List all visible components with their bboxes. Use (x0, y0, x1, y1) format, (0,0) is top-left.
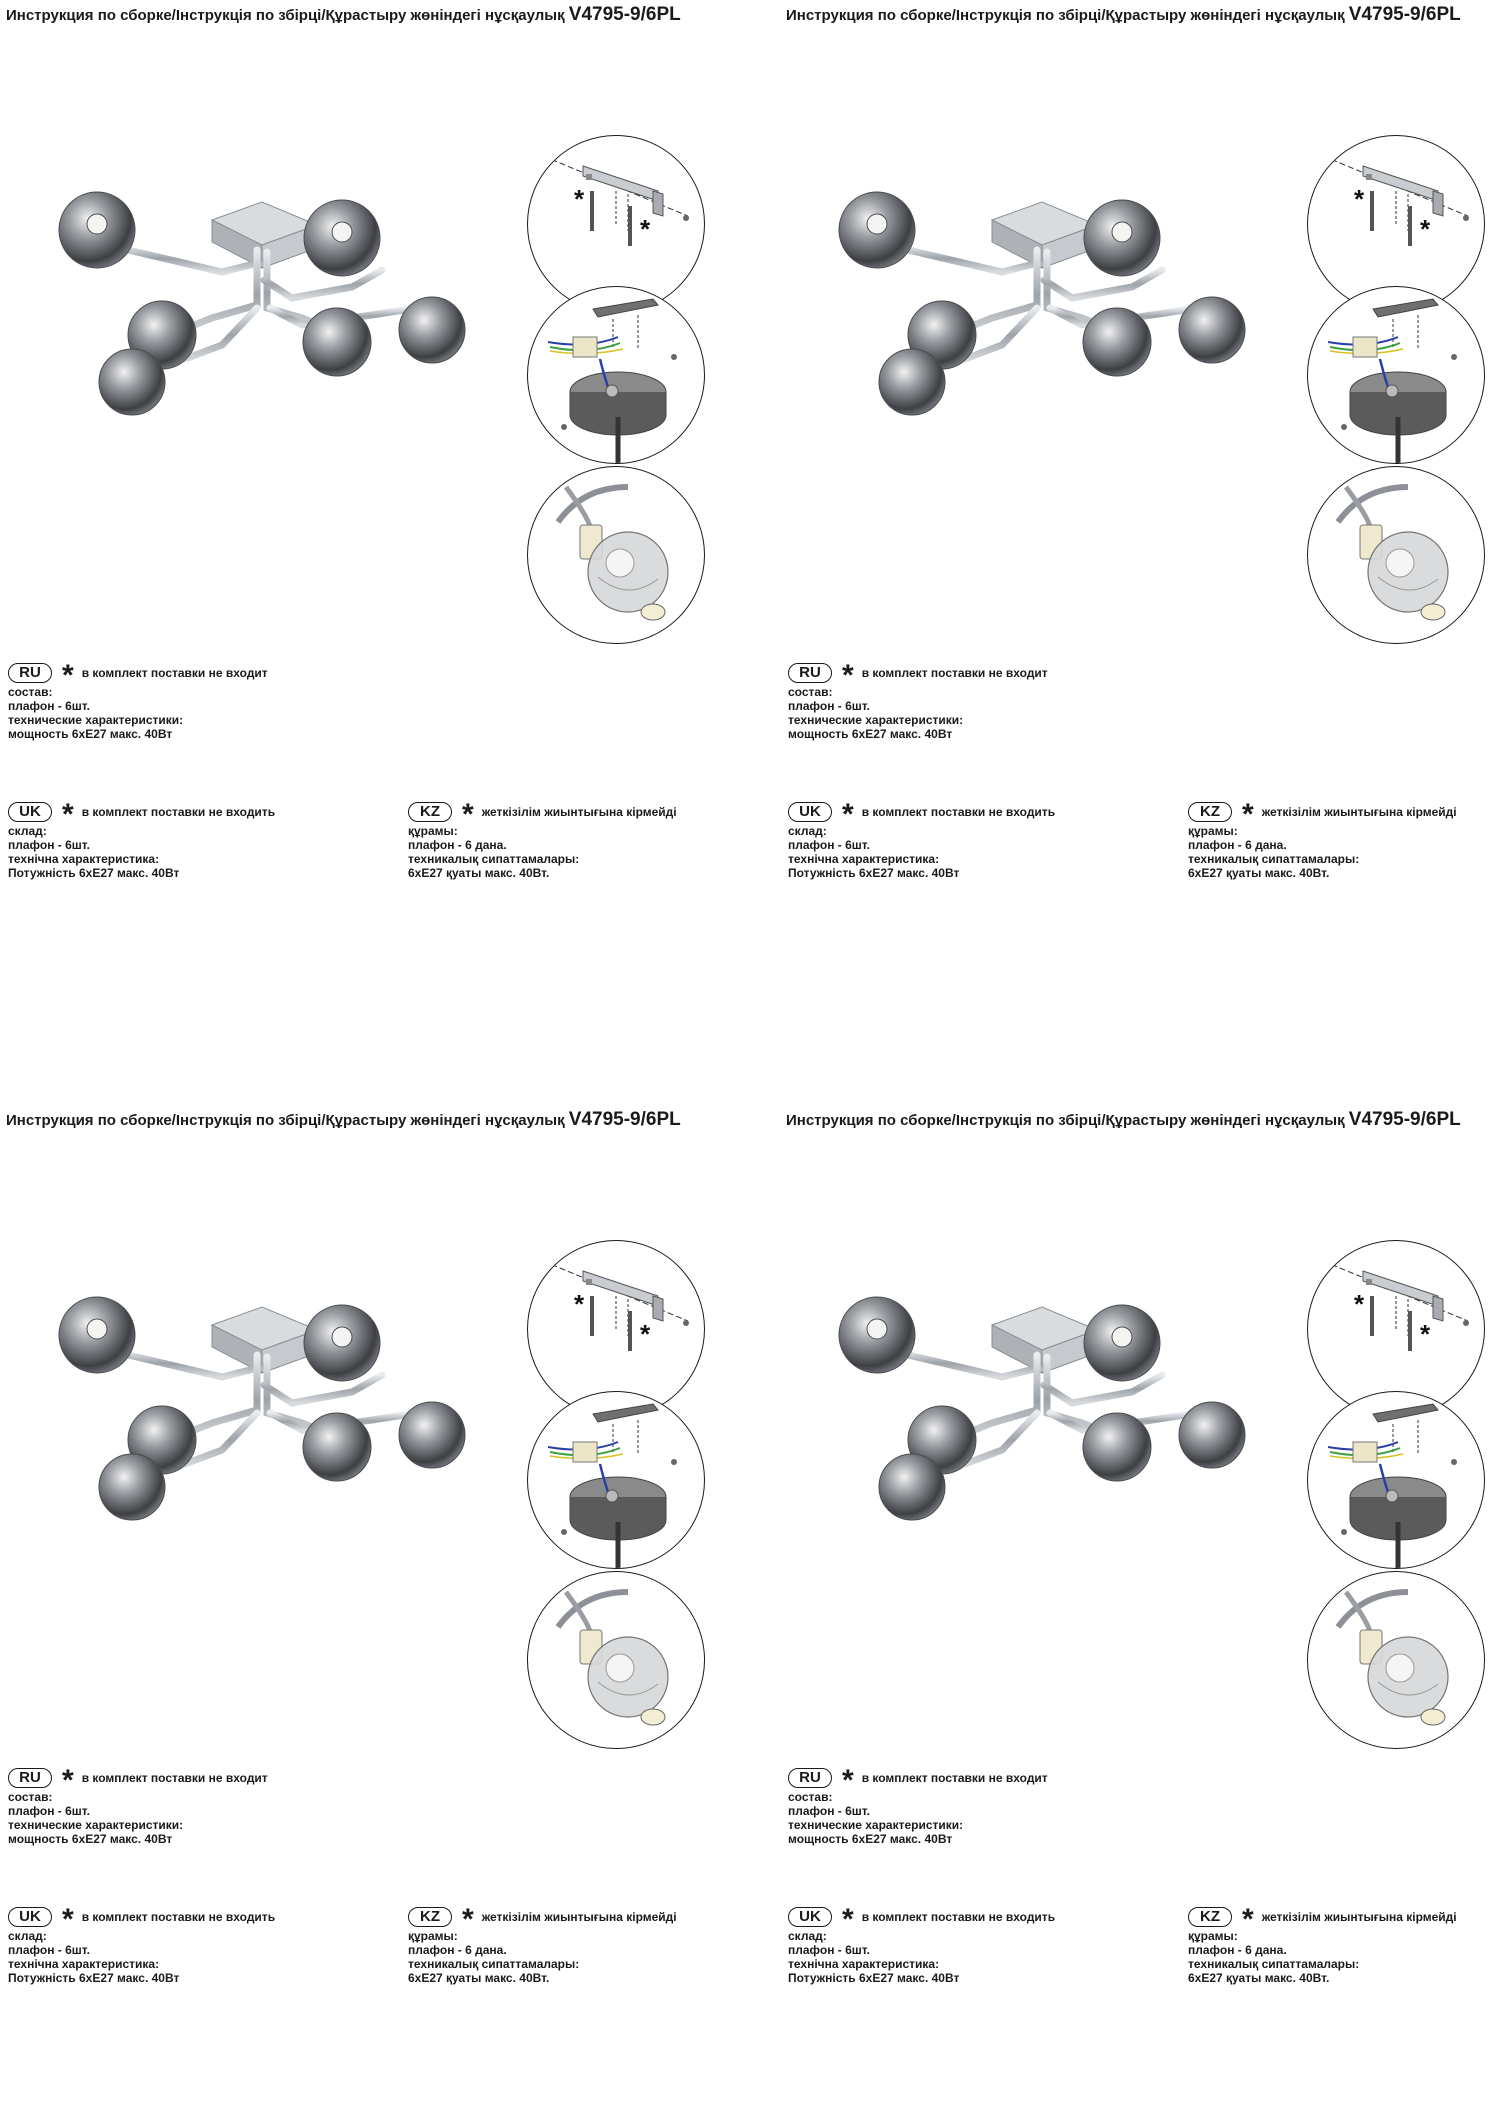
spec-line: техникалық сипаттамалары: (1188, 1957, 1360, 1971)
spec-line: технічна характеристика: (788, 852, 940, 866)
title-prefix: Инструкция по сборке/Інструкція по збірці/Құрастыру жөніндегі нұсқаулық (6, 1112, 565, 1129)
spec-line: склад: (788, 1929, 827, 1943)
glass-shade-icon (1308, 1572, 1484, 1748)
spec-line: Потужність 6хЕ27 макс. 40Вт (8, 866, 180, 880)
ceiling-lamp-illustration (52, 1295, 482, 1535)
title-prefix: Инструкция по сборке/Інструкція по збірці/Құрастыру жөніндегі нұсқаулық (6, 7, 565, 24)
not-included-note: в комплект поставки не входить (861, 1910, 1056, 1924)
spec-line: плафон - 6 дана. (1188, 1943, 1287, 1957)
spec-line: состав: (788, 1790, 833, 1804)
svg-text:*: * (640, 1319, 651, 1349)
language-badge-uk: UK (8, 1907, 52, 1927)
step-wiring-circle (1307, 1391, 1485, 1569)
title-prefix: Инструкция по сборке/Інструкція по збірці/Құрастыру жөніндегі нұсқаулық (786, 1112, 1345, 1129)
model-number: V4795-9/6PL (1348, 4, 1461, 25)
asterisk-icon: * (1242, 1903, 1254, 1936)
ceiling-lamp-illustration (832, 1295, 1262, 1535)
language-badge-kz: KZ (408, 1907, 452, 1927)
asterisk-icon: * (62, 1903, 74, 1936)
instruction-panel (0, 1105, 750, 2105)
page-title (786, 4, 1461, 26)
spec-line: технічна характеристика: (8, 1957, 160, 1971)
lang-block-ru (8, 1764, 268, 1846)
lang-block-ru (8, 659, 268, 741)
spec-line: плафон - 6шт. (8, 1943, 90, 1957)
page-title (786, 1109, 1461, 1131)
spec-line: технические характеристики: (788, 1818, 964, 1832)
svg-text:*: * (640, 214, 651, 244)
spec-line: 6хЕ27 қуаты макс. 40Вт. (408, 866, 550, 880)
language-badge-ru: RU (788, 1768, 832, 1788)
asterisk-icon: * (842, 1903, 854, 1936)
language-badge-uk: UK (8, 802, 52, 822)
spec-line: мощность 6хЕ27 макс. 40Вт (8, 1832, 173, 1846)
not-included-note: жеткізілім жиынтығына кірмейді (1261, 1910, 1457, 1924)
wiring-canopy-icon (528, 287, 704, 463)
ceiling-lamp-illustration (52, 190, 482, 430)
not-included-note: жеткізілім жиынтығына кірмейді (481, 805, 677, 819)
spec-line: склад: (8, 1929, 47, 1943)
asterisk-icon: * (842, 798, 854, 831)
spec-line: плафон - 6шт. (788, 1943, 870, 1957)
lang-block-ru (788, 659, 1048, 741)
spec-line: құрамы: (408, 824, 458, 838)
step-wiring-circle (527, 1391, 705, 1569)
language-badge-ru: RU (788, 663, 832, 683)
asterisk-icon: * (842, 659, 854, 692)
step-shade-circle (527, 1571, 705, 1749)
title-prefix: Инструкция по сборке/Інструкція по збірці/Құрастыру жөніндегі нұсқаулық (786, 7, 1345, 24)
not-included-note: в комплект поставки не входить (81, 1910, 276, 1924)
step-shade-circle (1307, 1571, 1485, 1749)
spec-line: плафон - 6шт. (8, 1804, 90, 1818)
spec-line: техникалық сипаттамалары: (408, 1957, 580, 1971)
lang-block-uk (788, 1903, 1056, 1985)
spec-line: состав: (8, 685, 53, 699)
not-included-note: в комплект поставки не входит (861, 666, 1048, 680)
lang-block-kz (408, 798, 677, 880)
spec-line: плафон - 6шт. (8, 838, 90, 852)
not-included-note: в комплект поставки не входит (81, 1771, 268, 1785)
asterisk-icon: * (1242, 798, 1254, 831)
not-included-note: жеткізілім жиынтығына кірмейді (1261, 805, 1457, 819)
lang-block-uk (8, 798, 276, 880)
asterisk-icon: * (462, 798, 474, 831)
model-number: V4795-9/6PL (568, 1109, 681, 1130)
language-badge-kz: KZ (408, 802, 452, 822)
glass-shade-icon (528, 1572, 704, 1748)
svg-text:*: * (1420, 214, 1431, 244)
asterisk-icon: * (62, 659, 74, 692)
wiring-canopy-icon (1308, 1392, 1484, 1568)
model-number: V4795-9/6PL (568, 4, 681, 25)
svg-text:*: * (574, 184, 585, 214)
spec-line: технічна характеристика: (8, 852, 160, 866)
not-included-note: жеткізілім жиынтығына кірмейді (481, 1910, 677, 1924)
spec-line: 6хЕ27 қуаты макс. 40Вт. (408, 1971, 550, 1985)
lang-block-uk (8, 1903, 276, 1985)
spec-line: құрамы: (1188, 1929, 1238, 1943)
spec-line: мощность 6хЕ27 макс. 40Вт (788, 727, 953, 741)
lang-block-kz (1188, 1903, 1457, 1985)
svg-text:*: * (1354, 184, 1365, 214)
spec-line: құрамы: (1188, 824, 1238, 838)
spec-line: 6хЕ27 қуаты макс. 40Вт. (1188, 866, 1330, 880)
spec-line: техникалық сипаттамалары: (1188, 852, 1360, 866)
lang-block-uk (788, 798, 1056, 880)
spec-line: технические характеристики: (8, 1818, 184, 1832)
spec-line: мощность 6хЕ27 макс. 40Вт (8, 727, 173, 741)
spec-line: склад: (788, 824, 827, 838)
spec-line: плафон - 6 дана. (1188, 838, 1287, 852)
spec-line: склад: (8, 824, 47, 838)
ceiling-lamp-illustration (832, 190, 1262, 430)
asterisk-icon: * (62, 1764, 74, 1797)
spec-line: плафон - 6шт. (788, 1804, 870, 1818)
spec-line: технические характеристики: (8, 713, 184, 727)
lang-block-ru (788, 1764, 1048, 1846)
lang-block-kz (408, 1903, 677, 1985)
spec-line: состав: (8, 1790, 53, 1804)
spec-line: плафон - 6шт. (8, 699, 90, 713)
spec-line: Потужність 6хЕ27 макс. 40Вт (8, 1971, 180, 1985)
step-wiring-circle (527, 286, 705, 464)
step-shade-circle (527, 466, 705, 644)
not-included-note: в комплект поставки не входить (861, 805, 1056, 819)
spec-line: плафон - 6шт. (788, 699, 870, 713)
asterisk-icon: * (62, 798, 74, 831)
spec-line: технические характеристики: (788, 713, 964, 727)
language-badge-ru: RU (8, 663, 52, 683)
spec-line: мощность 6хЕ27 макс. 40Вт (788, 1832, 953, 1846)
not-included-note: в комплект поставки не входит (861, 1771, 1048, 1785)
spec-line: Потужність 6хЕ27 макс. 40Вт (788, 866, 960, 880)
wiring-canopy-icon (528, 1392, 704, 1568)
not-included-note: в комплект поставки не входит (81, 666, 268, 680)
language-badge-uk: UK (788, 1907, 832, 1927)
language-badge-kz: KZ (1188, 802, 1232, 822)
spec-line: плафон - 6 дана. (408, 838, 507, 852)
svg-text:*: * (1420, 1319, 1431, 1349)
spec-line: техникалық сипаттамалары: (408, 852, 580, 866)
instruction-panel (0, 0, 750, 1000)
spec-line: состав: (788, 685, 833, 699)
model-number: V4795-9/6PL (1348, 1109, 1461, 1130)
language-badge-ru: RU (8, 1768, 52, 1788)
glass-shade-icon (528, 467, 704, 643)
glass-shade-icon (1308, 467, 1484, 643)
lang-block-kz (1188, 798, 1457, 880)
spec-line: плафон - 6 дана. (408, 1943, 507, 1957)
language-badge-uk: UK (788, 802, 832, 822)
page-title (6, 1109, 681, 1131)
svg-text:*: * (1354, 1289, 1365, 1319)
step-shade-circle (1307, 466, 1485, 644)
not-included-note: в комплект поставки не входить (81, 805, 276, 819)
spec-line: құрамы: (408, 1929, 458, 1943)
step-wiring-circle (1307, 286, 1485, 464)
page-title (6, 4, 681, 26)
asterisk-icon: * (842, 1764, 854, 1797)
asterisk-icon: * (462, 1903, 474, 1936)
spec-line: 6хЕ27 қуаты макс. 40Вт. (1188, 1971, 1330, 1985)
wiring-canopy-icon (1308, 287, 1484, 463)
svg-text:*: * (574, 1289, 585, 1319)
spec-line: технічна характеристика: (788, 1957, 940, 1971)
spec-line: плафон - 6шт. (788, 838, 870, 852)
language-badge-kz: KZ (1188, 1907, 1232, 1927)
instruction-panel (780, 1105, 1501, 2105)
spec-line: Потужність 6хЕ27 макс. 40Вт (788, 1971, 960, 1985)
instruction-panel (780, 0, 1501, 1000)
